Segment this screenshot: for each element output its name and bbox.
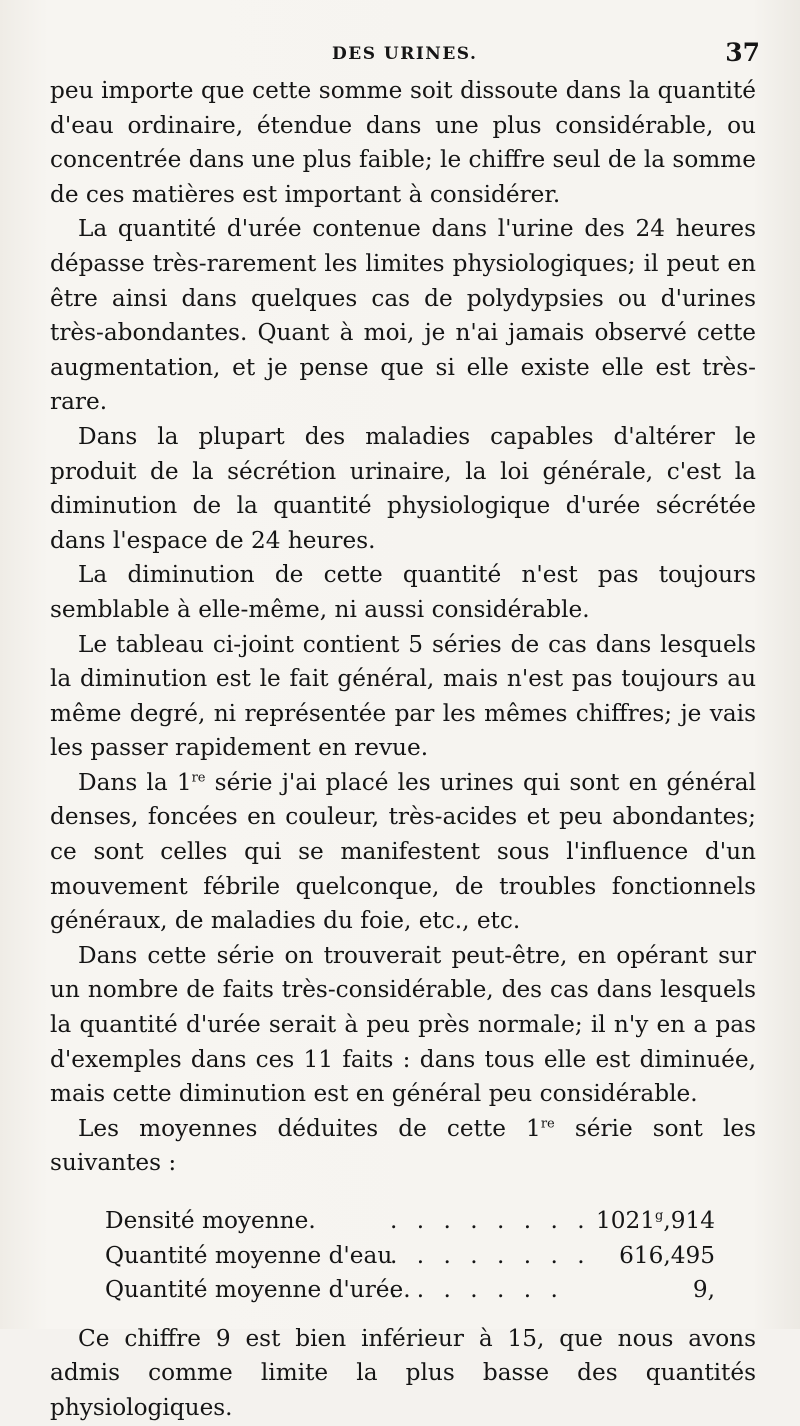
paragraph-continuation: peu importe que cette somme soit dissoute dans la quantité d'eau ordinaire, étendue dans une plus considérable, ou concentrée dans une plus faible; le chiffre seul de la somme de ces matières est important à considérer. xyxy=(50,77,756,208)
value-decimals: ,914 xyxy=(663,1207,715,1234)
paragraph-table-series: Le tableau ci-joint contient 5 séries de cas dans lesquels la diminution est le fait général, mais n'est pas toujours au même degré, ni représentée par les mêmes chiffres; je vais les passer rapidement en revue. xyxy=(50,630,756,762)
row-label: Densité moyenne. xyxy=(105,1207,316,1234)
paragraph-first-series-rest: série j'ai placé les urines qui sont en général denses, foncées en couleur, très-acides et peu abondantes; ce sont celles qui se manifestent sous l'influence d'un mouvement fébrile quelconque, de troubles fonctionnels généraux, de maladies du foie, etc., etc. xyxy=(50,768,757,935)
table-row xyxy=(105,1239,715,1274)
body-text xyxy=(50,74,756,1426)
gram-unit: g xyxy=(655,1208,664,1224)
ordinal-superscript: re xyxy=(191,770,206,786)
paragraph-first-series-start: Dans la 1 xyxy=(78,768,192,796)
row-label: Quantité moyenne d'urée. xyxy=(105,1276,411,1304)
averages-table xyxy=(105,1204,715,1308)
row-value xyxy=(596,1204,715,1239)
table-row xyxy=(105,1204,715,1239)
paragraph-general-law: Dans la plupart des maladies capables d'altérer le produit de la sécrétion urinaire, la loi générale, c'est la diminution de la quantité physiologique d'urée sécrétée dans l'espace de 24 heures. xyxy=(50,422,756,554)
averages-intro-start: Les moyennes déduites de cette 1 xyxy=(78,1114,541,1142)
paragraph-series-analysis: Dans cette série on trouverait peut-être, en opérant sur un nombre de faits très-considérable, des cas dans lesquels la quantité d'urée serait à peu près normale; il n'y en a pas d'exemples dans ces 11 faits : dans tous elle est diminuée, mais cette diminution est en général peu considérable. xyxy=(50,941,756,1108)
dot-leader: . . . . . . . . xyxy=(390,1241,591,1269)
row-value: 616,495 xyxy=(619,1241,715,1269)
dot-leader: . . . . . . . xyxy=(390,1276,564,1304)
row-label: Quantité moyenne d'eau xyxy=(105,1241,393,1269)
paragraph-diminution: La diminution de cette quantité n'est pas toujours semblable à elle-même, ni aussi considérable. xyxy=(50,561,756,623)
averages-intro-rest: série sont les suivantes : xyxy=(50,1114,756,1177)
value-main: 1021 xyxy=(596,1207,656,1234)
running-header xyxy=(0,38,800,76)
dot-leader: . . . . . . . . xyxy=(390,1207,591,1234)
ordinal-superscript: re xyxy=(540,1116,555,1132)
paragraph-averages-intro xyxy=(50,1112,756,1181)
paragraph-closing: Ce chiffre 9 est bien inférieur à 15, que nous avons admis comme limite la plus basse des quantités physiologiques. xyxy=(50,1324,756,1421)
table-row xyxy=(105,1273,715,1308)
row-value: 9, xyxy=(692,1276,715,1304)
paragraph-first-series xyxy=(50,766,756,939)
paragraph-uree-quantity: La quantité d'urée contenue dans l'urine des 24 heures dépasse très-rarement les limites physiologiques; il peut en être ainsi dans quelques cas de polydypsies ou d'urines très-abondantes. Quant à moi, je n'ai jamais observé cette augmentation, et je pense que si elle existe elle est très-rare. xyxy=(50,215,756,416)
page-number: 37 xyxy=(725,38,760,67)
running-head-title: DES URINES. xyxy=(332,44,478,64)
